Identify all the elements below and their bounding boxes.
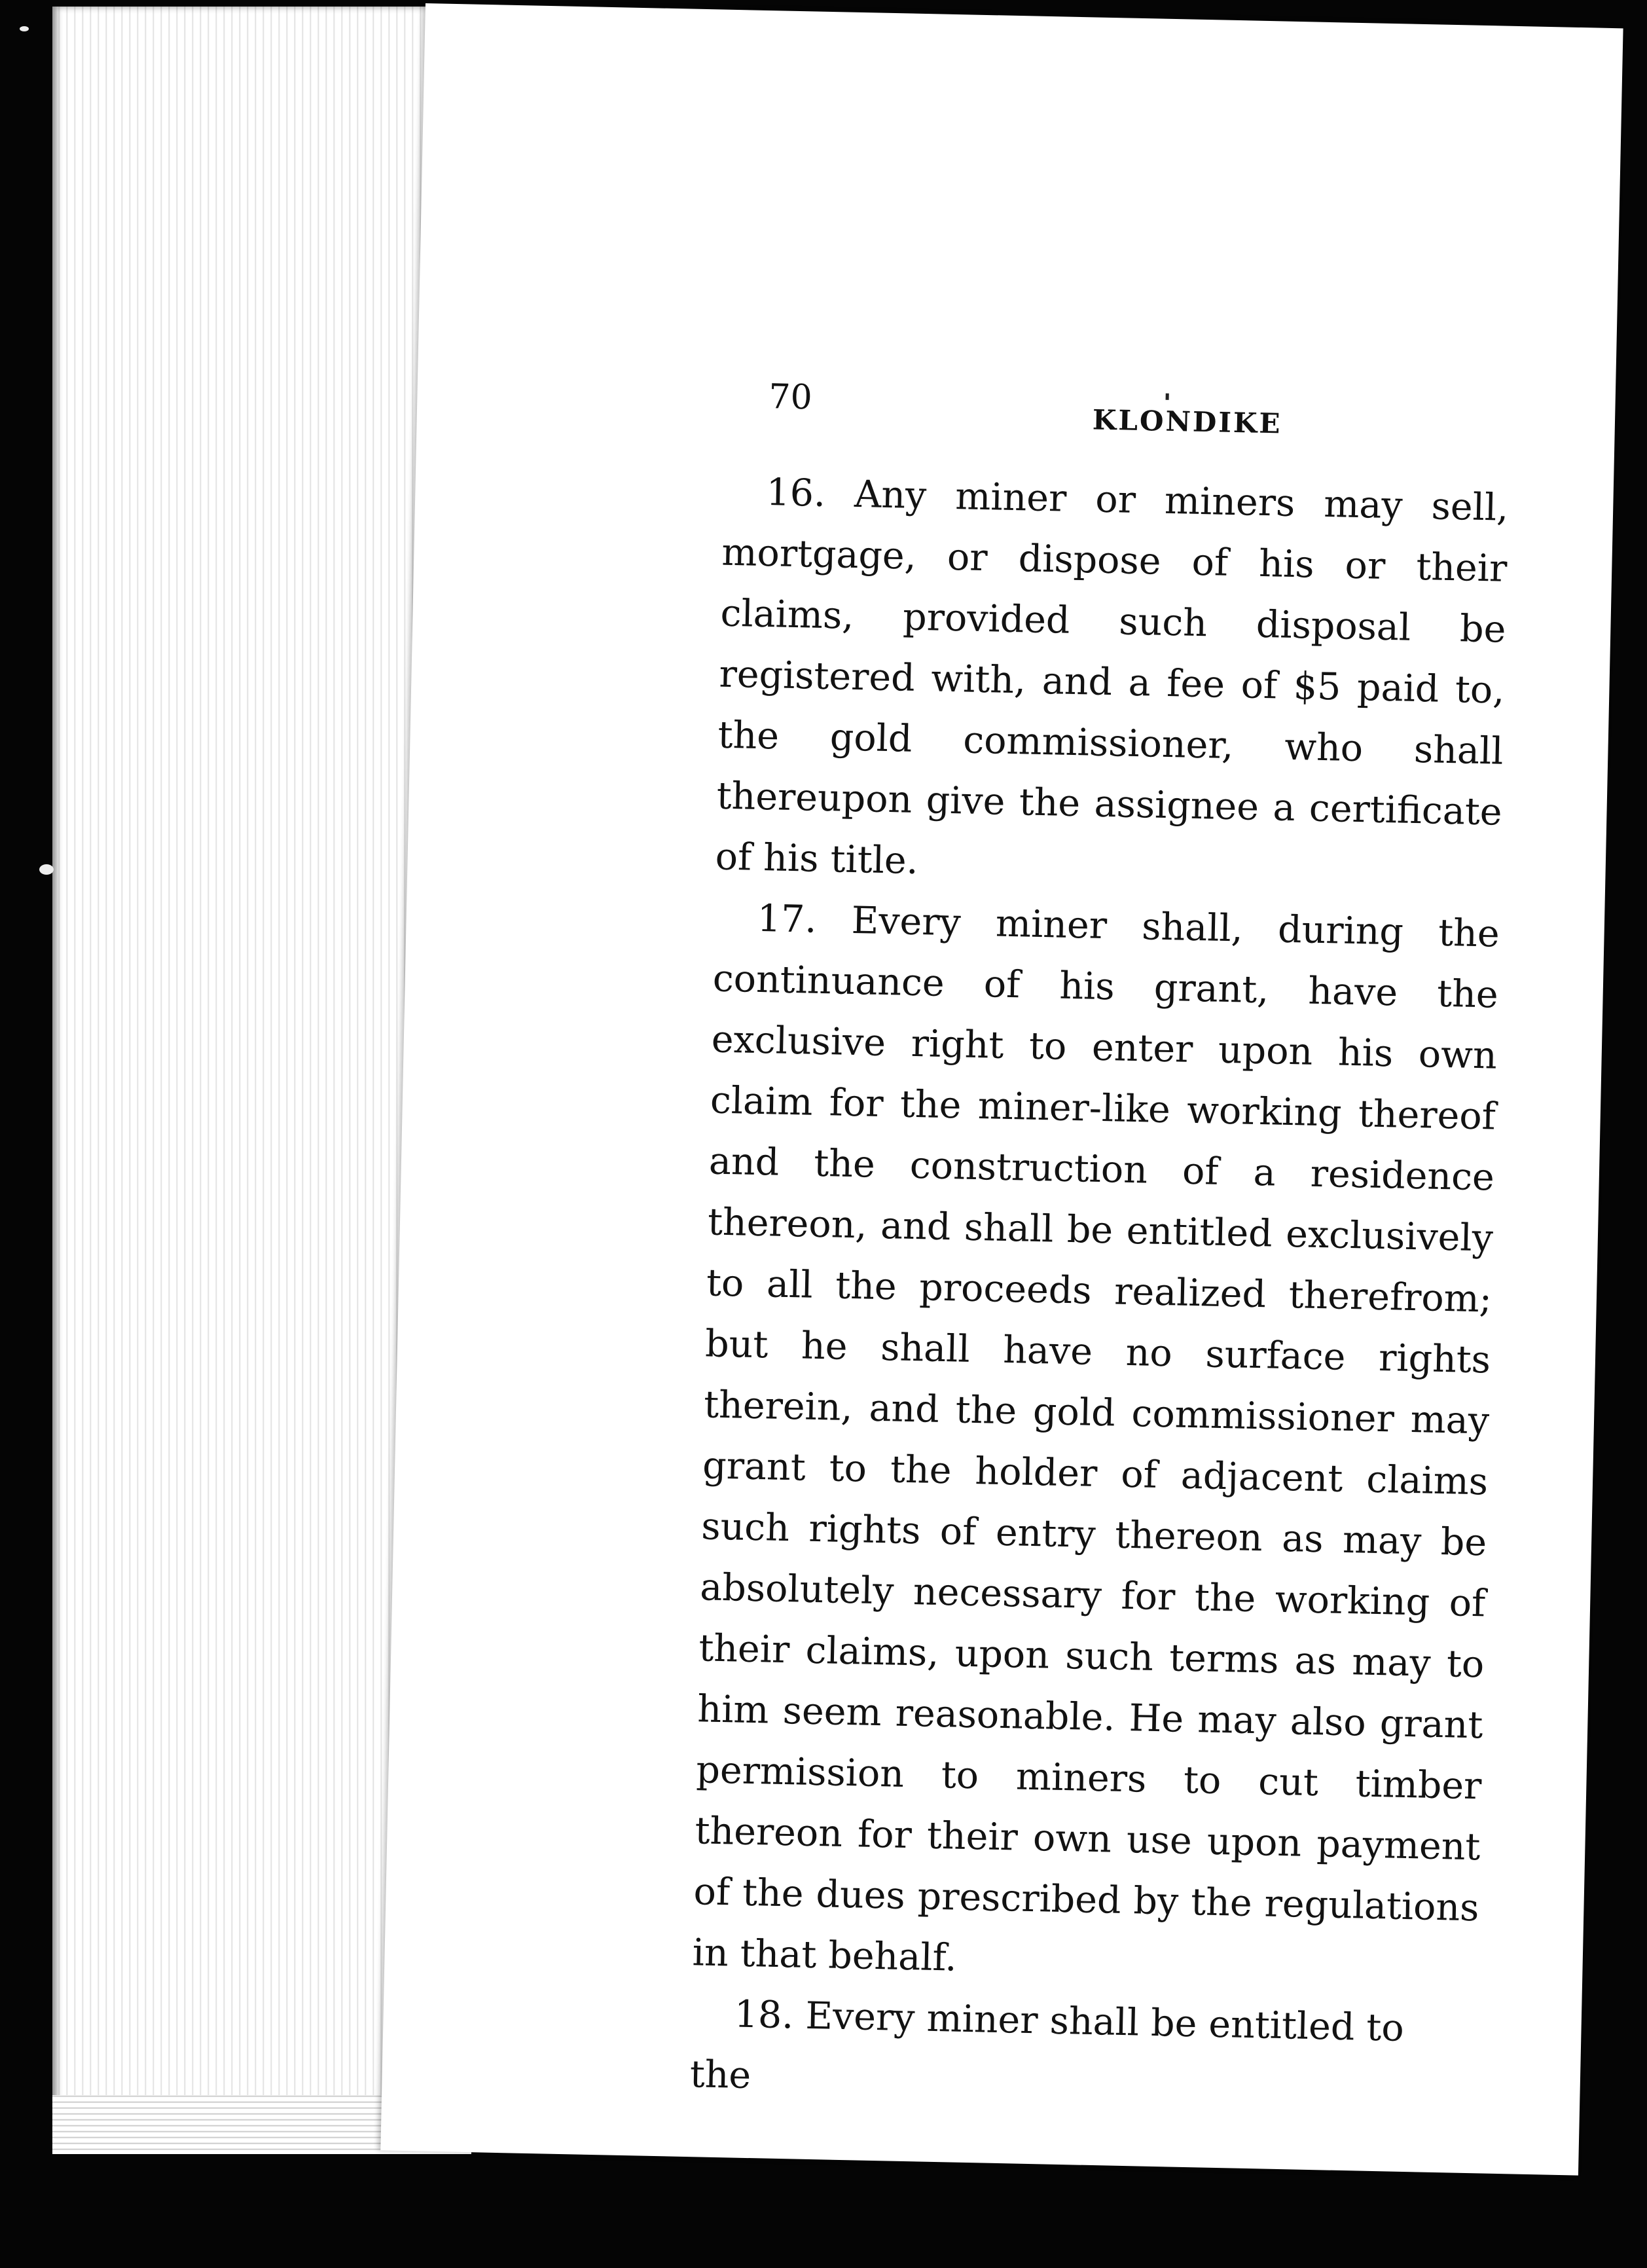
dust-speck xyxy=(39,864,54,875)
paragraph-18: 18. Every miner shall be entitled to the xyxy=(689,1992,1405,2098)
paragraph-17: 17. Every miner shall, during the continuance of his grant, have the exclusive right to enter upon his own claim for the miner-like working thereof and the construction of a residence thereon, and shall be entitled exclusively to all the proceeds realized therefrom; but he shall have no surface rights therein, and the gold commissioner may grant to the holder of adjacent claims such rights of entry thereon as may be absolutely necessary for the working of their claims, upon such terms as may to him seem reasonable. He may also grant permission to miners to cut timber thereon for their own use upon payment of the dues prescribed by the regulations in that behalf. xyxy=(692,896,1500,1980)
running-head: KLONDIKE xyxy=(1092,403,1282,440)
book-page xyxy=(380,3,1623,2176)
page-mark xyxy=(1166,393,1169,400)
dust-speck xyxy=(20,26,29,31)
page-number: 70 xyxy=(768,377,813,418)
paragraph-16: 16. Any miner or miners may sell, mortgage, or dispose of his or their claims, provided such disposal be registered with, and a fee of $5 paid to, the gold commissioner, who shall thereupon give the assignee a certificate of his title. xyxy=(715,471,1509,883)
body-text xyxy=(689,462,1509,2122)
